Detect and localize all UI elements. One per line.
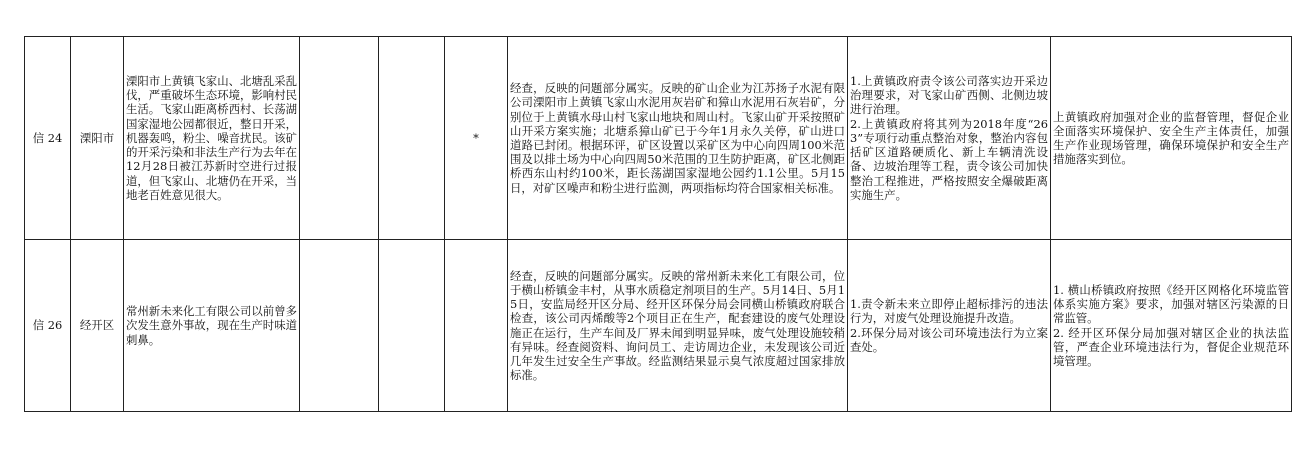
asterisk-mark: * [445,37,508,240]
investigation-findings: 经查，反映的问题部分属实。反映的常州新未来化工有限公司，位于横山桥镇金丰村，从事水质稳定剂项目的生产。5月14日、5月15日，安监局经开区分局、经开区环保分局会同横山桥镇政府联合检查，该公司丙烯酸等2个项目正在生产，配套建设的废气处理设施正在运行，生产车间及厂界未闻到明显异味，废气处理设施较稍有异味。经查阅资料、询问员工、走访周边企业，未发现该公司近几年发生过安全生产事故。经监测结果显示臭气浓度超过国家排放标准。 [508,240,848,412]
plan-item: 1. 横山桥镇政府按照《经开区网格化环境监管体系实施方案》要求，加强对辖区污染源的日常监管。 [1053,282,1289,326]
followup-plan [1051,240,1292,412]
table-row [25,37,1292,240]
asterisk-mark [445,240,508,412]
table-row [25,240,1292,412]
district-cell: 经开区 [71,240,124,412]
investigation-findings: 经查，反映的问题部分属实。反映的矿山企业为江苏扬子水泥有限公司溧阳市上黄镇飞家山水泥用灰岩矿和獐山水泥用石灰岩矿，分别位于上黄镇水母山村飞家山地块和周山村。飞家山矿开采按照矿山开采方案实施；北塘系獐山矿已于今年1月永久关停，矿山进口道路已封闭。根据环评，矿区设置以采矿区为中心向四周100米范围及以排土场为中心向四周50米范围的卫生防护距离，矿区北侧距桥西东山村约100米，距长荡湖国家湿地公园约1.1公里。5月15日，对矿区噪声和粉尘进行监测，两项指标均符合国家相关标准。 [508,37,848,240]
row-number: 信 24 [25,37,71,240]
rectification-actions [848,240,1051,412]
empty-cell [300,37,379,240]
followup-plan: 上黄镇政府加强对企业的监督管理，督促企业全面落实环境保护、安全生产主体责任，加强生产作业现场管理，确保环境保护和安全生产措施落实到位。 [1051,37,1292,240]
rectification-actions [848,37,1051,240]
action-item: 2.环保分局对该公司环境违法行为立案查处。 [850,325,1048,354]
row-number: 信 26 [25,240,71,412]
empty-cell [379,37,445,240]
complaint-table [24,36,1292,412]
complaint-description: 溧阳市上黄镇飞家山、北塘乱采乱伐，严重破坏生态环境，影响村民生活。飞家山距离桥西村、长荡湖国家湿地公园都很近，整日开采，机器轰鸣，粉尘、噪音扰民。该矿的开采污染和非法生产行为去年在12月28日被江苏新时空进行过报道，但飞家山、北塘仍在开采，当地老百姓意见很大。 [124,37,300,240]
empty-cell [300,240,379,412]
district-cell: 溧阳市 [71,37,124,240]
action-item: 2.上黄镇政府将其列为2018年度“263”专项行动重点整治对象，整治内容包括矿区道路硬质化、新上车辆清洗设备、边坡治理等工程，责令该公司加快整治工程推进，严格按照安全爆破距离实施生产。 [850,116,1048,202]
action-item: 1.责令新未来立即停止超标排污的违法行为，对废气处理设施提升改造。 [850,297,1048,326]
plan-item: 2. 经开区环保分局加强对辖区企业的执法监管，严查企业环境违法行为，督促企业规范环境管理。 [1053,325,1289,368]
complaint-description: 常州新未来化工有限公司以前曾多次发生意外事故，现在生产时味道刺鼻。 [124,240,300,412]
action-item: 1.上黄镇政府责令该公司落实边开采边治理要求，对飞家山矿西侧、北侧边坡进行治理。 [850,74,1048,117]
empty-cell [379,240,445,412]
